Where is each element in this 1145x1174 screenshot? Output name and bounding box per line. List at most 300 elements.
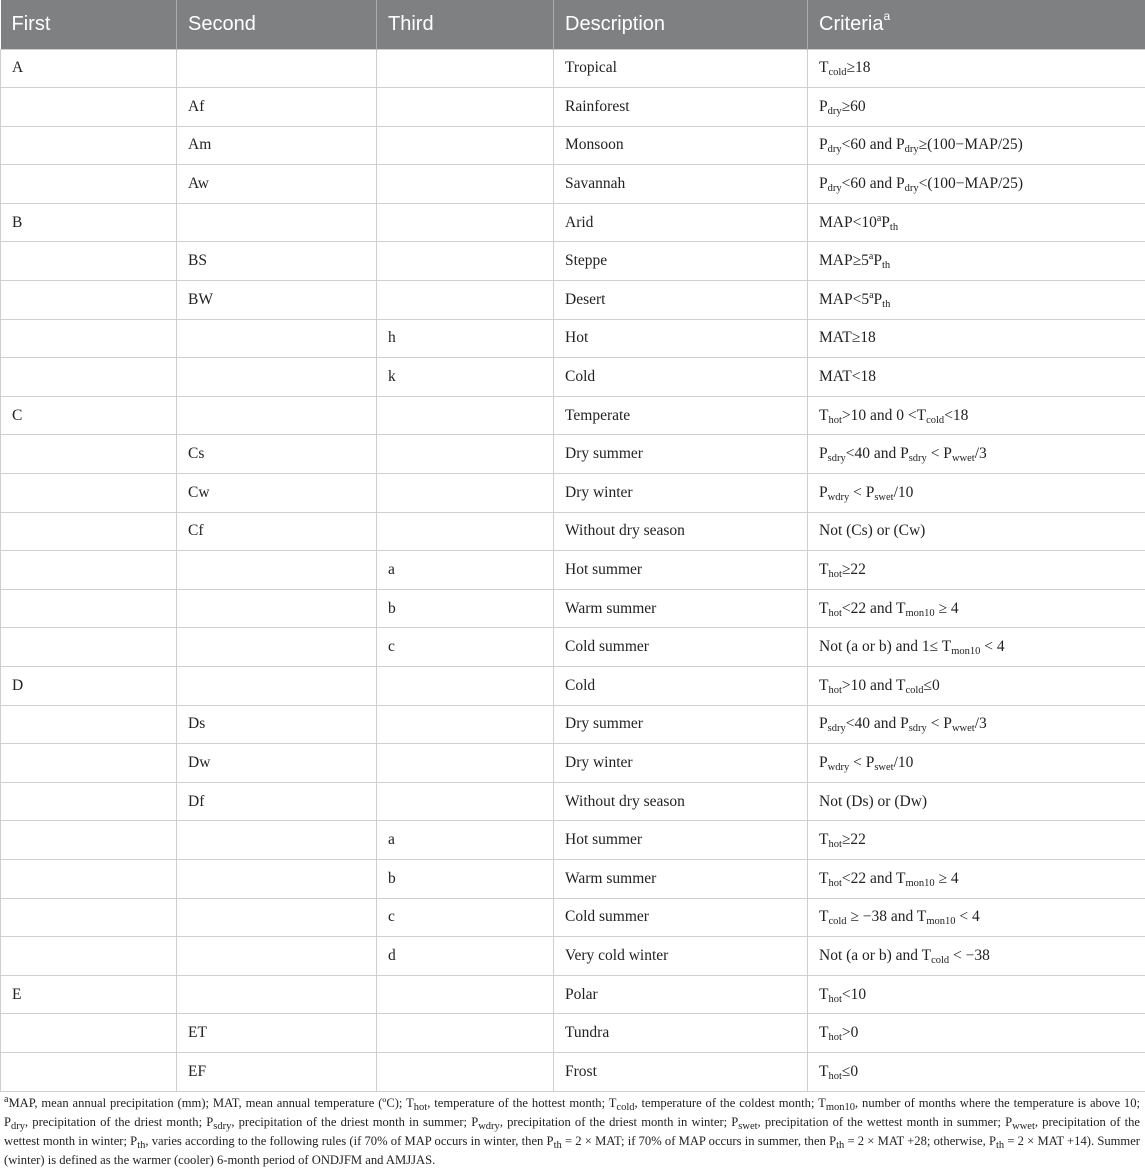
cell-second <box>177 667 377 706</box>
cell-first <box>1 589 177 628</box>
cell-criteria <box>808 667 1145 706</box>
criteria-text: ≥ −38 and T <box>846 908 927 926</box>
cell-description: Savannah <box>554 165 808 204</box>
cell-description: Warm summer <box>554 589 808 628</box>
cell-first: E <box>1 975 177 1014</box>
cell-third <box>377 667 554 706</box>
criteria-text: <10 <box>841 985 867 1003</box>
cell-third: c <box>377 628 554 667</box>
cell-second: Df <box>177 782 377 821</box>
criteria-text: ≥ 4 <box>934 869 959 887</box>
cell-third: a <box>377 821 554 860</box>
criteria-text: P <box>873 290 883 308</box>
table-row <box>1 474 1145 513</box>
criteria-text: P <box>819 753 828 771</box>
cell-second <box>177 203 377 242</box>
criteria-text: P <box>819 483 828 501</box>
cell-second <box>177 358 377 397</box>
cell-second: Am <box>177 126 377 165</box>
cell-third <box>377 474 554 513</box>
cell-first <box>1 1052 177 1091</box>
cell-description: Monsoon <box>554 126 808 165</box>
header-criteria <box>808 0 1145 49</box>
cell-first <box>1 782 177 821</box>
cell-first: B <box>1 203 177 242</box>
criteria-text: ≤0 <box>923 676 940 694</box>
footnote-sub: dry <box>11 1121 26 1132</box>
cell-third: b <box>377 589 554 628</box>
criteria-text: MAP<10 <box>819 213 877 231</box>
criteria-sub: mon10 <box>905 607 935 619</box>
cell-first <box>1 512 177 551</box>
cell-second <box>177 859 377 898</box>
cell-criteria <box>808 49 1145 88</box>
cell-criteria <box>808 126 1145 165</box>
cell-description: Dry summer <box>554 435 808 474</box>
cell-description: Warm summer <box>554 859 808 898</box>
criteria-text: P <box>819 97 828 115</box>
cell-criteria <box>808 358 1145 397</box>
criteria-sub: wwet <box>951 723 975 735</box>
criteria-text: Not (a or b) and 1≤ T <box>819 638 952 656</box>
cell-first <box>1 319 177 358</box>
table-row <box>1 628 1145 667</box>
criteria-text: < P <box>926 715 952 733</box>
criteria-sub: swet <box>874 491 894 503</box>
cell-criteria <box>808 782 1145 821</box>
cell-criteria <box>808 242 1145 281</box>
cell-description: Without dry season <box>554 782 808 821</box>
cell-first: A <box>1 49 177 88</box>
footnote-text: = 2 × MAT +14). Summer (winter) is defined as the warmer (cooler) 6-month period of ONDJFM and AMJJAS. <box>4 1134 1140 1167</box>
cell-criteria <box>808 589 1145 628</box>
footnote-sub: hot <box>413 1102 428 1113</box>
table-row <box>1 1052 1145 1091</box>
cell-first <box>1 937 177 976</box>
cell-description: Tropical <box>554 49 808 88</box>
cell-second: BW <box>177 281 377 320</box>
table-row <box>1 165 1145 204</box>
footnote-text: , precipitation of the driest month in winter; P <box>499 1115 739 1129</box>
criteria-text: <18 <box>944 406 969 424</box>
criteria-text: MAP<5 <box>819 290 870 308</box>
cell-third: h <box>377 319 554 358</box>
cell-second: BS <box>177 242 377 281</box>
cell-second <box>177 628 377 667</box>
cell-description: Without dry season <box>554 512 808 551</box>
cell-second <box>177 821 377 860</box>
cell-first: C <box>1 396 177 435</box>
criteria-sub: th <box>881 260 891 272</box>
table-row <box>1 937 1145 976</box>
criteria-text: ≥22 <box>841 561 866 579</box>
cell-description: Cold <box>554 667 808 706</box>
criteria-text: P <box>819 715 828 733</box>
cell-third: k <box>377 358 554 397</box>
criteria-text: T <box>819 599 829 617</box>
criteria-text: < 4 <box>980 638 1005 656</box>
cell-criteria <box>808 474 1145 513</box>
criteria-text: T <box>819 908 829 926</box>
cell-criteria <box>808 203 1145 242</box>
footnote-text: , precipitation of the wettest month in winter; P <box>4 1115 1140 1148</box>
cell-third <box>377 165 554 204</box>
footnote-sub: th <box>137 1140 146 1151</box>
criteria-sub: cold <box>828 67 847 79</box>
header-second: Second <box>177 0 377 49</box>
cell-second: Ds <box>177 705 377 744</box>
cell-criteria <box>808 88 1145 127</box>
cell-first <box>1 628 177 667</box>
cell-description: Very cold winter <box>554 937 808 976</box>
table-row <box>1 396 1145 435</box>
table-row <box>1 126 1145 165</box>
table-row <box>1 203 1145 242</box>
cell-second: Cw <box>177 474 377 513</box>
criteria-text: < P <box>926 445 952 463</box>
cell-second <box>177 589 377 628</box>
cell-description: Rainforest <box>554 88 808 127</box>
criteria-sub: cold <box>905 684 924 696</box>
footnote-sub: th <box>995 1140 1005 1151</box>
criteria-text: T <box>819 831 829 849</box>
criteria-sub: cold <box>931 954 950 966</box>
cell-description: Hot summer <box>554 821 808 860</box>
criteria-text: <60 and P <box>841 175 905 193</box>
table-row <box>1 744 1145 783</box>
cell-second <box>177 898 377 937</box>
criteria-text: ≥(100−MAP/25) <box>918 136 1023 154</box>
cell-third <box>377 396 554 435</box>
cell-criteria <box>808 165 1145 204</box>
criteria-sub: hot <box>828 839 842 851</box>
cell-description: Cold summer <box>554 898 808 937</box>
table-body <box>1 49 1145 1091</box>
criteria-sub: dry <box>904 183 919 195</box>
criteria-text: >10 and 0 <T <box>841 406 927 424</box>
cell-first <box>1 1014 177 1053</box>
footnote-text: MAP, mean annual precipitation (mm); MAT, mean annual temperature (ºC); T <box>8 1096 414 1110</box>
footnote-sub: cold <box>616 1102 635 1113</box>
cell-first <box>1 705 177 744</box>
cell-description: Frost <box>554 1052 808 1091</box>
cell-criteria <box>808 859 1145 898</box>
footnote-text: , temperature of the coldest month; T <box>634 1096 826 1110</box>
table-row <box>1 242 1145 281</box>
footnote-text: = 2 × MAT +28; otherwise, P <box>844 1134 996 1148</box>
table-row <box>1 667 1145 706</box>
cell-third <box>377 49 554 88</box>
criteria-text: Not (Cs) or (Cw) <box>819 522 926 540</box>
footnote-sup: a <box>4 1093 9 1105</box>
criteria-sub: sdry <box>908 453 927 465</box>
footnote-text: , precipitation of the wettest month in summer; P <box>757 1115 1013 1129</box>
criteria-sup: a <box>868 251 874 263</box>
criteria-sub: sdry <box>827 453 846 465</box>
criteria-text: T <box>819 561 829 579</box>
footnote-sub: sdry <box>213 1121 232 1132</box>
cell-second: Cs <box>177 435 377 474</box>
cell-third <box>377 126 554 165</box>
table-row <box>1 512 1145 551</box>
cell-third: a <box>377 551 554 590</box>
cell-third <box>377 1052 554 1091</box>
criteria-text: ≤0 <box>841 1062 859 1080</box>
header-first: First <box>11 12 51 35</box>
header-criteria-footnote-mark: a <box>883 9 891 24</box>
criteria-sub: th <box>882 298 891 310</box>
cell-criteria <box>808 975 1145 1014</box>
table-row <box>1 319 1145 358</box>
criteria-text: >10 and T <box>841 676 906 694</box>
cell-second <box>177 975 377 1014</box>
cell-criteria <box>808 1052 1145 1091</box>
criteria-text: Not (Ds) or (Dw) <box>819 792 928 810</box>
criteria-sup: a <box>876 212 882 224</box>
cell-third <box>377 435 554 474</box>
cell-criteria <box>808 937 1145 976</box>
criteria-text: T <box>819 1062 829 1080</box>
cell-criteria <box>808 551 1145 590</box>
cell-second: Dw <box>177 744 377 783</box>
criteria-text: MAT<18 <box>819 368 876 386</box>
cell-first: D <box>1 667 177 706</box>
criteria-sub: cold <box>926 414 945 426</box>
criteria-sub: hot <box>828 414 842 426</box>
footnote-text: , varies according to the following rules (if 70% of MAP occurs in winter, then P <box>145 1134 554 1148</box>
cell-first <box>1 551 177 590</box>
cell-third <box>377 782 554 821</box>
cell-first <box>1 126 177 165</box>
criteria-text: ≥60 <box>841 97 866 115</box>
table-row <box>1 551 1145 590</box>
table-row <box>1 49 1145 88</box>
cell-first <box>1 744 177 783</box>
table-row <box>1 859 1145 898</box>
cell-third <box>377 242 554 281</box>
cell-criteria <box>808 744 1145 783</box>
cell-second: Af <box>177 88 377 127</box>
cell-description: Tundra <box>554 1014 808 1053</box>
criteria-text: <40 and P <box>845 445 909 463</box>
criteria-text: MAT≥18 <box>819 329 876 347</box>
cell-second <box>177 319 377 358</box>
cell-description: Cold summer <box>554 628 808 667</box>
header-criteria-label: Criteria <box>819 12 884 35</box>
criteria-sub: wdry <box>827 491 850 503</box>
cell-second <box>177 937 377 976</box>
cell-third: c <box>377 898 554 937</box>
cell-third <box>377 281 554 320</box>
cell-second <box>177 49 377 88</box>
cell-first <box>1 242 177 281</box>
cell-second: Cf <box>177 512 377 551</box>
criteria-sub: sdry <box>908 723 927 735</box>
criteria-text: P <box>819 445 828 463</box>
cell-criteria <box>808 628 1145 667</box>
footnote-sub: th <box>836 1140 845 1151</box>
table-row <box>1 88 1145 127</box>
criteria-text: T <box>819 59 829 77</box>
cell-description: Dry summer <box>554 705 808 744</box>
table-header-row <box>1 0 1145 49</box>
cell-first <box>1 898 177 937</box>
criteria-text: < −38 <box>949 946 990 964</box>
criteria-text: >0 <box>841 1024 859 1042</box>
cell-description: Desert <box>554 281 808 320</box>
cell-second: ET <box>177 1014 377 1053</box>
criteria-text: T <box>819 406 829 424</box>
criteria-sub: dry <box>904 144 919 156</box>
criteria-sub: hot <box>828 607 842 619</box>
cell-first <box>1 859 177 898</box>
criteria-text: ≥18 <box>846 59 871 77</box>
criteria-sub: mon10 <box>951 646 981 658</box>
cell-first <box>1 88 177 127</box>
cell-second: Aw <box>177 165 377 204</box>
cell-first <box>1 474 177 513</box>
criteria-sub: wwet <box>951 453 975 465</box>
cell-criteria <box>808 705 1145 744</box>
criteria-sub: sdry <box>827 723 846 735</box>
criteria-sub: hot <box>828 1070 842 1082</box>
criteria-text: <(100−MAP/25) <box>918 175 1024 193</box>
table-footnote <box>4 1094 1140 1170</box>
cell-third <box>377 512 554 551</box>
footnote-text: , number of months where the temperature is above 10; P <box>4 1096 1141 1129</box>
table-row <box>1 435 1145 474</box>
criteria-sub: hot <box>828 877 842 889</box>
criteria-sub: dry <box>827 105 842 117</box>
criteria-text: /10 <box>893 753 914 771</box>
criteria-text: MAP≥5 <box>819 252 869 270</box>
criteria-sub: wdry <box>827 761 850 773</box>
footnote-sub: mon10 <box>825 1102 855 1113</box>
criteria-text: < P <box>849 753 875 771</box>
criteria-text: T <box>819 985 829 1003</box>
criteria-text: <60 and P <box>841 136 905 154</box>
header-third: Third <box>377 0 554 49</box>
cell-criteria <box>808 1014 1145 1053</box>
footnote-text: , precipitation of the driest month in summer; P <box>231 1115 479 1129</box>
criteria-text: /10 <box>893 483 914 501</box>
cell-first <box>1 821 177 860</box>
cell-third <box>377 975 554 1014</box>
criteria-text: P <box>873 252 882 270</box>
criteria-text: P <box>881 213 890 231</box>
table-row <box>1 782 1145 821</box>
footnote-sub: swet <box>738 1121 758 1132</box>
criteria-sub: th <box>889 221 899 233</box>
criteria-sub: hot <box>828 1032 842 1044</box>
cell-description: Hot <box>554 319 808 358</box>
cell-description: Temperate <box>554 396 808 435</box>
footnote-sub: th <box>553 1140 562 1151</box>
criteria-text: T <box>819 869 829 887</box>
footnote-sub: wwet <box>1012 1121 1035 1132</box>
criteria-sub: hot <box>828 684 842 696</box>
cell-third <box>377 1014 554 1053</box>
criteria-text: ≥22 <box>841 831 866 849</box>
cell-first <box>1 281 177 320</box>
cell-first <box>1 358 177 397</box>
cell-criteria <box>808 821 1145 860</box>
table-row <box>1 1014 1145 1053</box>
cell-criteria <box>808 512 1145 551</box>
table-row <box>1 821 1145 860</box>
table-row <box>1 358 1145 397</box>
footnote-text: , temperature of the hottest month; T <box>427 1096 617 1110</box>
footnote-text: = 2 × MAT; if 70% of MAP occurs in summer, then P <box>561 1134 837 1148</box>
footnote-sub: wdry <box>478 1121 500 1132</box>
criteria-text: <22 and T <box>841 869 906 887</box>
cell-second <box>177 396 377 435</box>
criteria-text: P <box>819 175 828 193</box>
cell-first <box>1 165 177 204</box>
criteria-text: T <box>819 676 829 694</box>
cell-third <box>377 88 554 127</box>
cell-second: EF <box>177 1052 377 1091</box>
cell-description: Arid <box>554 203 808 242</box>
criteria-sub: swet <box>874 761 894 773</box>
criteria-text: Not (a or b) and T <box>819 946 932 964</box>
footnote-text: , precipitation of the driest month; P <box>25 1115 214 1129</box>
cell-third <box>377 203 554 242</box>
cell-third: b <box>377 859 554 898</box>
criteria-sub: hot <box>828 569 842 581</box>
table-row <box>1 898 1145 937</box>
cell-description: Cold <box>554 358 808 397</box>
criteria-sub: dry <box>827 144 842 156</box>
criteria-text: /3 <box>974 445 987 463</box>
cell-third: d <box>377 937 554 976</box>
cell-description: Dry winter <box>554 744 808 783</box>
cell-criteria <box>808 898 1145 937</box>
criteria-text: ≥ 4 <box>934 599 959 617</box>
criteria-text: < P <box>849 483 875 501</box>
cell-third <box>377 705 554 744</box>
criteria-text: /3 <box>974 715 987 733</box>
criteria-text: T <box>819 1024 829 1042</box>
criteria-text: <22 and T <box>841 599 906 617</box>
criteria-sub: hot <box>828 993 842 1005</box>
criteria-text: < 4 <box>955 908 980 926</box>
cell-description: Dry winter <box>554 474 808 513</box>
criteria-text: P <box>819 136 828 154</box>
criteria-sub: mon10 <box>926 916 956 928</box>
cell-second <box>177 551 377 590</box>
header-description: Description <box>554 0 808 49</box>
cell-criteria <box>808 396 1145 435</box>
criteria-sup: a <box>869 289 874 301</box>
cell-criteria <box>808 435 1145 474</box>
table-row <box>1 975 1145 1014</box>
cell-description: Hot summer <box>554 551 808 590</box>
cell-first <box>1 435 177 474</box>
cell-criteria <box>808 281 1145 320</box>
cell-criteria <box>808 319 1145 358</box>
criteria-sub: mon10 <box>905 877 935 889</box>
cell-third <box>377 744 554 783</box>
criteria-text: <40 and P <box>845 715 909 733</box>
criteria-sub: dry <box>827 183 842 195</box>
table-row <box>1 589 1145 628</box>
criteria-sub: cold <box>828 916 847 928</box>
cell-description: Steppe <box>554 242 808 281</box>
cell-description: Polar <box>554 975 808 1014</box>
table-row <box>1 281 1145 320</box>
table-row <box>1 705 1145 744</box>
